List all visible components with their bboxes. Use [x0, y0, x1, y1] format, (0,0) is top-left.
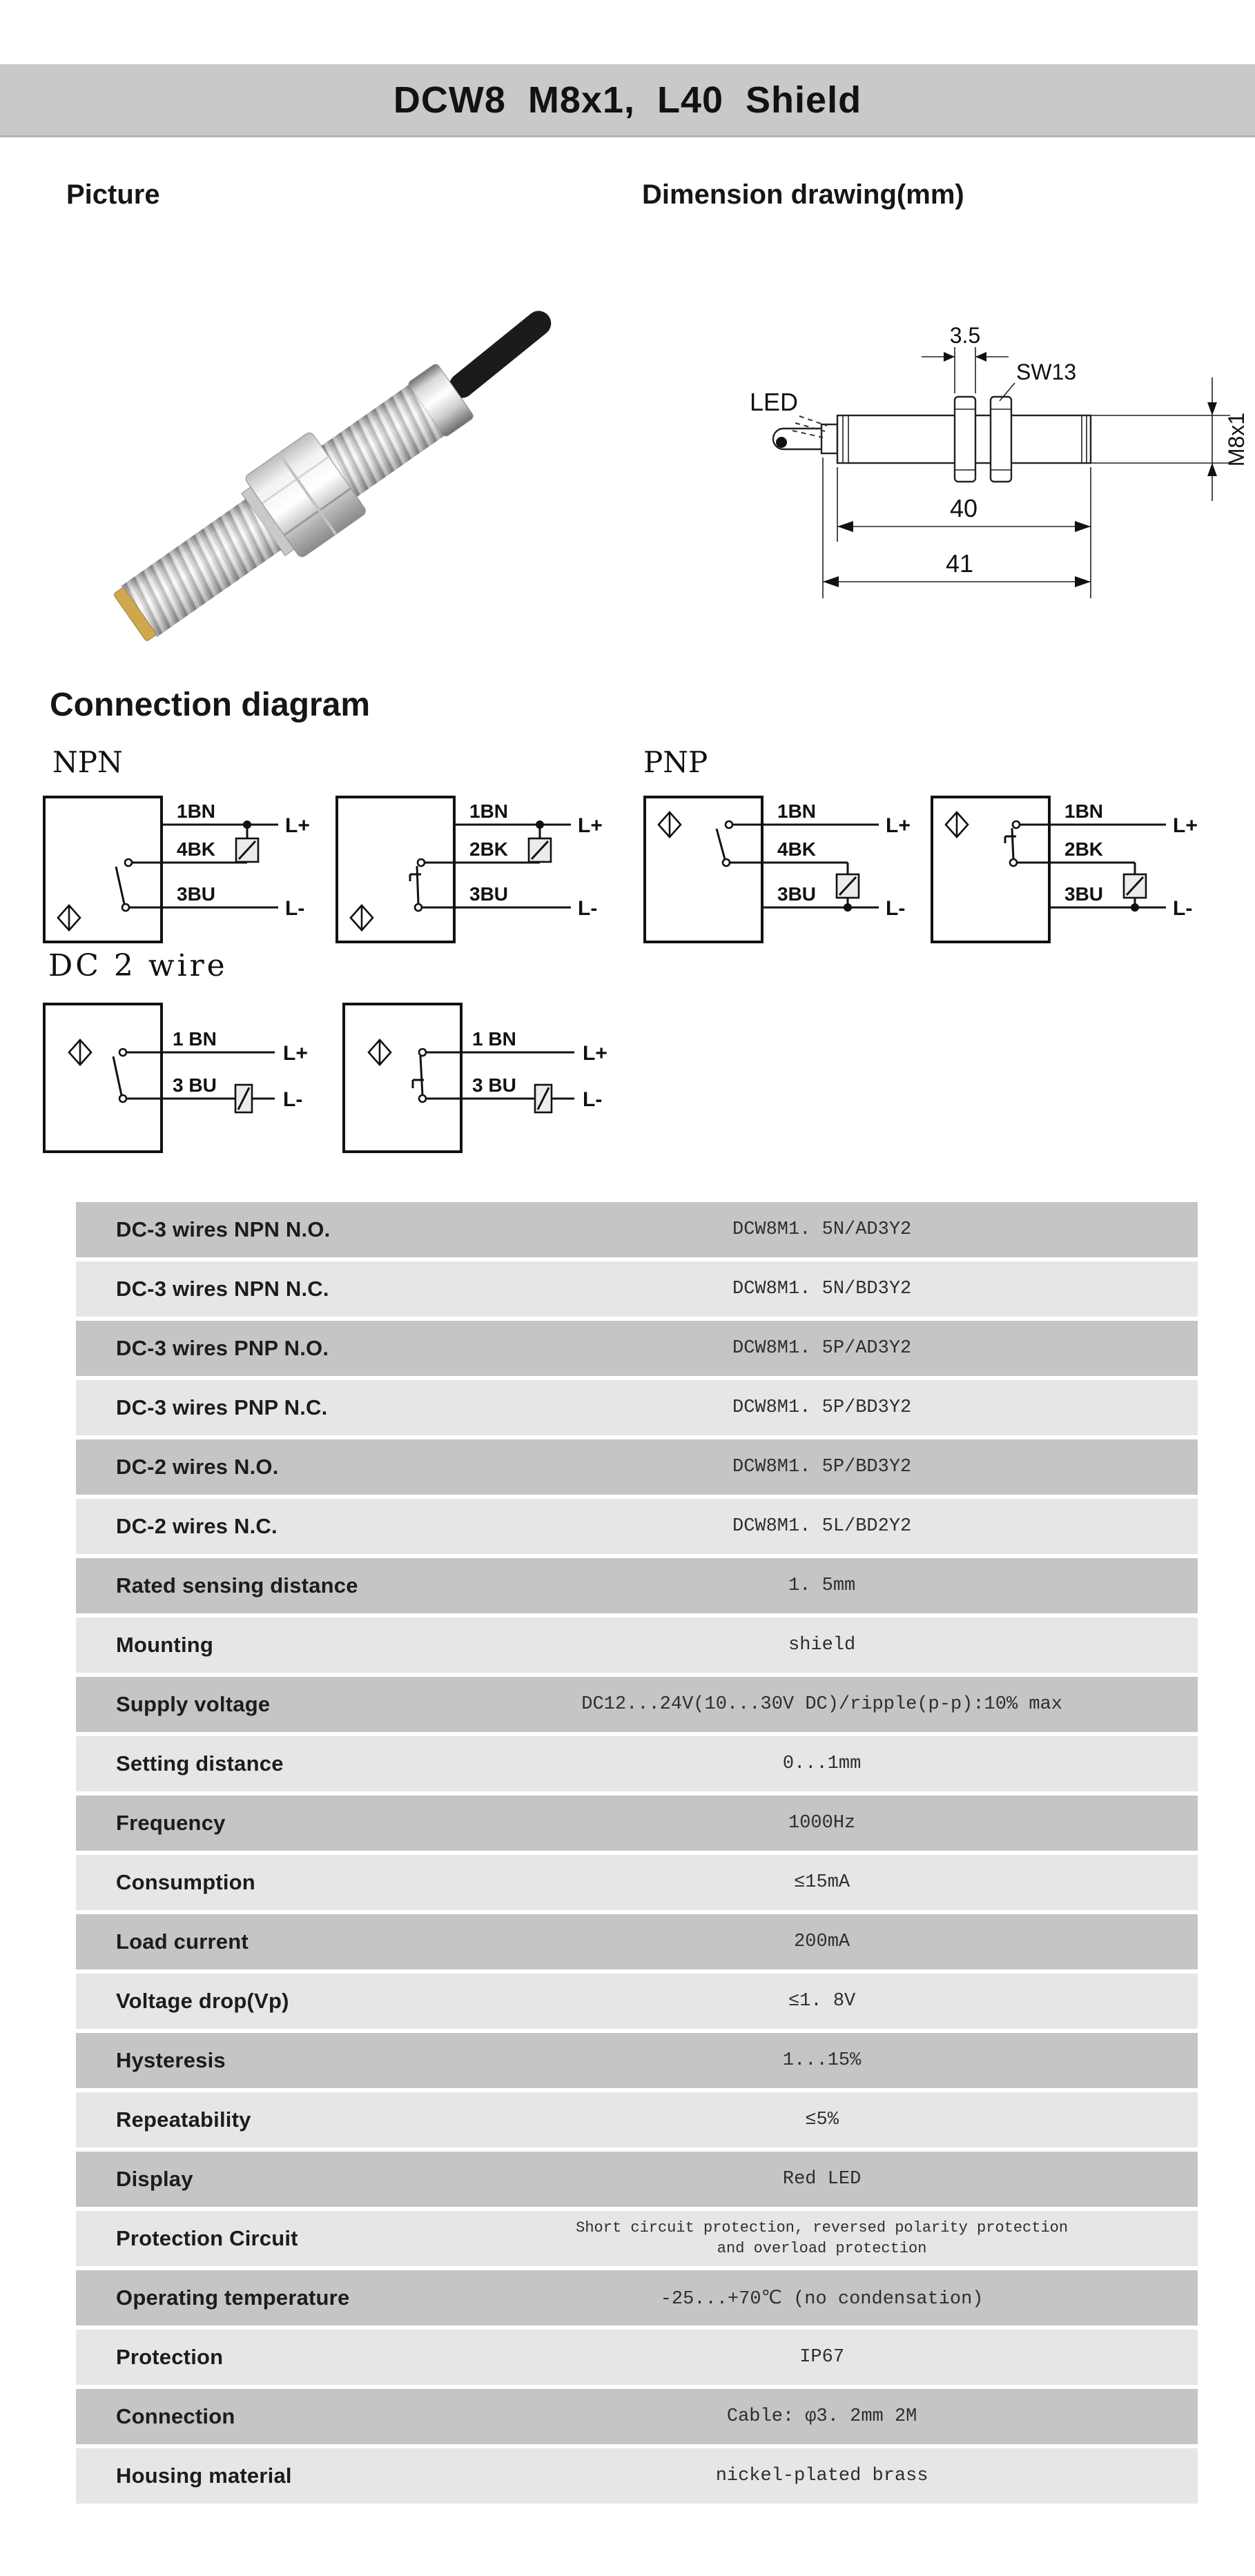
proximity-sensor-icon [58, 905, 80, 930]
table-row [76, 2389, 1198, 2444]
spec-table [76, 1202, 1198, 2508]
spec-value [446, 2110, 1198, 2130]
table-row [76, 2270, 1198, 2326]
thread-size-label: M8x1 [1224, 412, 1249, 467]
wire-label: 3BU [469, 883, 509, 905]
spec-value-line1: -25...+70℃ (no condensation) [660, 2288, 984, 2310]
spec-label: Protection Circuit [116, 2226, 298, 2250]
spec-label: Housing material [116, 2464, 292, 2488]
dc2-label: DC 2 wire [48, 948, 228, 983]
spec-value [446, 1991, 1198, 2012]
spec-label: Display [116, 2167, 193, 2191]
spec-value-line1: 0...1mm [782, 1753, 862, 1774]
table-row [76, 1380, 1198, 1435]
spec-value [446, 2406, 1198, 2427]
circuit-npn-nc [333, 783, 630, 959]
proximity-sensor-icon [69, 1040, 91, 1065]
circuit-dc2-nc [340, 992, 636, 1168]
terminal-label: L- [1173, 897, 1193, 920]
terminal-label: L- [283, 1088, 303, 1111]
spec-value-line1: 200mA [794, 1931, 850, 1952]
load-icon [535, 1085, 552, 1112]
table-row [76, 1558, 1198, 1613]
spec-value-line1: ≤15mA [794, 1872, 850, 1893]
table-row [76, 2448, 1198, 2504]
load-icon [235, 1085, 252, 1112]
table-row [76, 1321, 1198, 1376]
spec-label: Hysteresis [116, 2048, 226, 2072]
connection-heading: Connection diagram [50, 687, 371, 723]
wire-label: 1 BN [472, 1028, 516, 1050]
spec-label: Rated sensing distance [116, 1573, 358, 1597]
cable [458, 324, 543, 386]
spec-value-line1: IP67 [799, 2347, 845, 2368]
title-bar [0, 64, 1255, 137]
circuit-pnp-nc [928, 783, 1225, 959]
page-title: DCW8 M8x1, L40 Shield [393, 79, 862, 121]
spec-value-line1: 1. 5mm [788, 1575, 856, 1596]
picture-heading: Picture [66, 179, 160, 210]
spec-value-line1: 1...15% [782, 2050, 862, 2071]
wire-label: 3BU [1064, 883, 1104, 905]
terminal-label: L- [285, 897, 305, 920]
spec-value [446, 1872, 1198, 1893]
terminal-label: L- [886, 897, 906, 920]
spec-label: Voltage drop(Vp) [116, 1989, 289, 2013]
table-row [76, 2211, 1198, 2266]
spec-label: DC-2 wires N.C. [116, 1514, 278, 1538]
spec-label: DC-3 wires PNP N.C. [116, 1395, 328, 1419]
spec-value [446, 1753, 1198, 1774]
spec-value-line2: and overload protection [717, 2240, 927, 2257]
spec-value-line1: DCW8M1. 5N/AD3Y2 [732, 1219, 912, 1240]
wire-label: 3 BU [472, 1074, 516, 1096]
wire-label: 3 BU [173, 1074, 217, 1096]
table-row [76, 1618, 1198, 1673]
terminal-label: L+ [583, 1042, 607, 1065]
table-row [76, 2092, 1198, 2147]
spec-value [446, 2218, 1198, 2259]
spec-value-line1: ≤1. 8V [788, 1991, 856, 2012]
spec-label: Protection [116, 2345, 224, 2369]
spec-value [446, 1219, 1198, 1240]
spec-value-line1: DCW8M1. 5P/BD3Y2 [732, 1397, 912, 1418]
spec-label: DC-3 wires PNP N.O. [116, 1336, 329, 1360]
table-row [76, 1914, 1198, 1969]
spec-value-line1: DCW8M1. 5P/AD3Y2 [732, 1338, 912, 1359]
spec-value-line1: DCW8M1. 5P/BD3Y2 [732, 1457, 912, 1477]
circuit-dc2-no [40, 992, 337, 1168]
terminal-label: L+ [1173, 814, 1198, 837]
load-icon [837, 874, 859, 898]
spec-value [446, 1931, 1198, 1952]
product-photo [76, 290, 559, 676]
spec-value-line1: DCW8M1. 5N/BD3Y2 [732, 1279, 912, 1299]
table-row [76, 2033, 1198, 2088]
wire-label: 3BU [777, 883, 817, 905]
table-row [76, 1855, 1198, 1910]
pnp-label: PNP [643, 745, 708, 779]
spec-value-line1: 1000Hz [788, 1813, 856, 1833]
proximity-sensor-icon [351, 905, 373, 930]
terminal-label: L+ [283, 1042, 308, 1065]
spec-label: Consumption [116, 1870, 255, 1894]
table-row [76, 1974, 1198, 2029]
terminal-label: L- [583, 1088, 603, 1111]
spec-value [446, 2287, 1198, 2310]
spec-value [446, 1457, 1198, 1477]
circuit-npn-no [40, 783, 337, 959]
spec-value [446, 1397, 1198, 1418]
spec-value [446, 1694, 1198, 1715]
table-row [76, 1677, 1198, 1732]
spec-label: Repeatability [116, 2107, 251, 2132]
spec-label: Setting distance [116, 1751, 284, 1776]
spec-value-line1: ≤5% [805, 2110, 839, 2130]
spec-value [446, 2169, 1198, 2190]
spec-value-line1: shield [788, 1635, 856, 1655]
terminal-label: L+ [285, 814, 310, 837]
npn-label: NPN [52, 745, 123, 779]
wire-label: 1BN [777, 800, 817, 822]
spec-value-line1: DC12...24V(10...30V DC)/ripple(p-p):10% max [581, 1694, 1062, 1715]
terminal-label: L+ [578, 814, 603, 837]
dimension-drawing [718, 314, 1255, 638]
wire-label: 3BU [177, 883, 216, 905]
spec-value-line1: DCW8M1. 5L/BD2Y2 [732, 1516, 912, 1537]
terminal-label: L- [578, 897, 598, 920]
proximity-sensor-icon [369, 1040, 391, 1065]
spec-value-line1: nickel-plated brass [715, 2466, 928, 2486]
terminal-label: L+ [886, 814, 911, 837]
table-row [76, 1202, 1198, 1257]
wire-label: 1BN [177, 800, 216, 822]
spec-label: Supply voltage [116, 1692, 271, 1716]
table-row [76, 1261, 1198, 1317]
wire-label: 1BN [1064, 800, 1104, 822]
table-row [76, 2152, 1198, 2207]
led-label: LED [750, 388, 799, 416]
proximity-sensor-icon [659, 812, 681, 837]
wire-label: 1 BN [173, 1028, 217, 1050]
dim-3-5-label: 3.5 [949, 323, 981, 348]
dim-40-label: 40 [949, 494, 978, 522]
dim-41-label: 41 [945, 549, 974, 578]
load-icon [236, 838, 258, 862]
spec-value [446, 1813, 1198, 1833]
spec-value [446, 1279, 1198, 1299]
spec-label: Connection [116, 2404, 235, 2428]
spec-label: Operating temperature [116, 2285, 350, 2310]
spec-value [446, 2347, 1198, 2368]
sw13-label: SW13 [1016, 360, 1077, 384]
spec-value [446, 1635, 1198, 1655]
wire-label: 2BK [469, 838, 509, 860]
load-icon [1124, 874, 1146, 898]
table-row [76, 1439, 1198, 1495]
spec-label: DC-3 wires NPN N.C. [116, 1277, 329, 1301]
table-row [76, 1499, 1198, 1554]
spec-value [446, 1338, 1198, 1359]
spec-value [446, 2466, 1198, 2486]
table-row [76, 1796, 1198, 1851]
spec-value-line1: Short circuit protection, reversed polarity protection [576, 2219, 1069, 2237]
spec-label: Load current [116, 1929, 249, 1954]
spec-label: Frequency [116, 1811, 226, 1835]
spec-value [446, 2050, 1198, 2071]
load-icon [529, 838, 551, 862]
wire-label: 2BK [1064, 838, 1104, 860]
circuit-pnp-no [641, 783, 937, 959]
spec-label: Mounting [116, 1633, 214, 1657]
dimension-heading: Dimension drawing(mm) [642, 179, 964, 210]
spec-value [446, 1575, 1198, 1596]
table-row [76, 1736, 1198, 1791]
table-row [76, 2330, 1198, 2385]
spec-label: DC-3 wires NPN N.O. [116, 1217, 331, 1241]
spec-value-line1: Cable: φ3. 2mm 2M [726, 2406, 917, 2427]
proximity-sensor-icon [946, 812, 968, 837]
wire-label: 4BK [177, 838, 216, 860]
sensor-body-photo [101, 290, 559, 658]
wire-label: 4BK [777, 838, 817, 860]
spec-value [446, 1516, 1198, 1537]
spec-label: DC-2 wires N.O. [116, 1455, 279, 1479]
wire-label: 1BN [469, 800, 509, 822]
spec-value-line1: Red LED [782, 2169, 862, 2190]
